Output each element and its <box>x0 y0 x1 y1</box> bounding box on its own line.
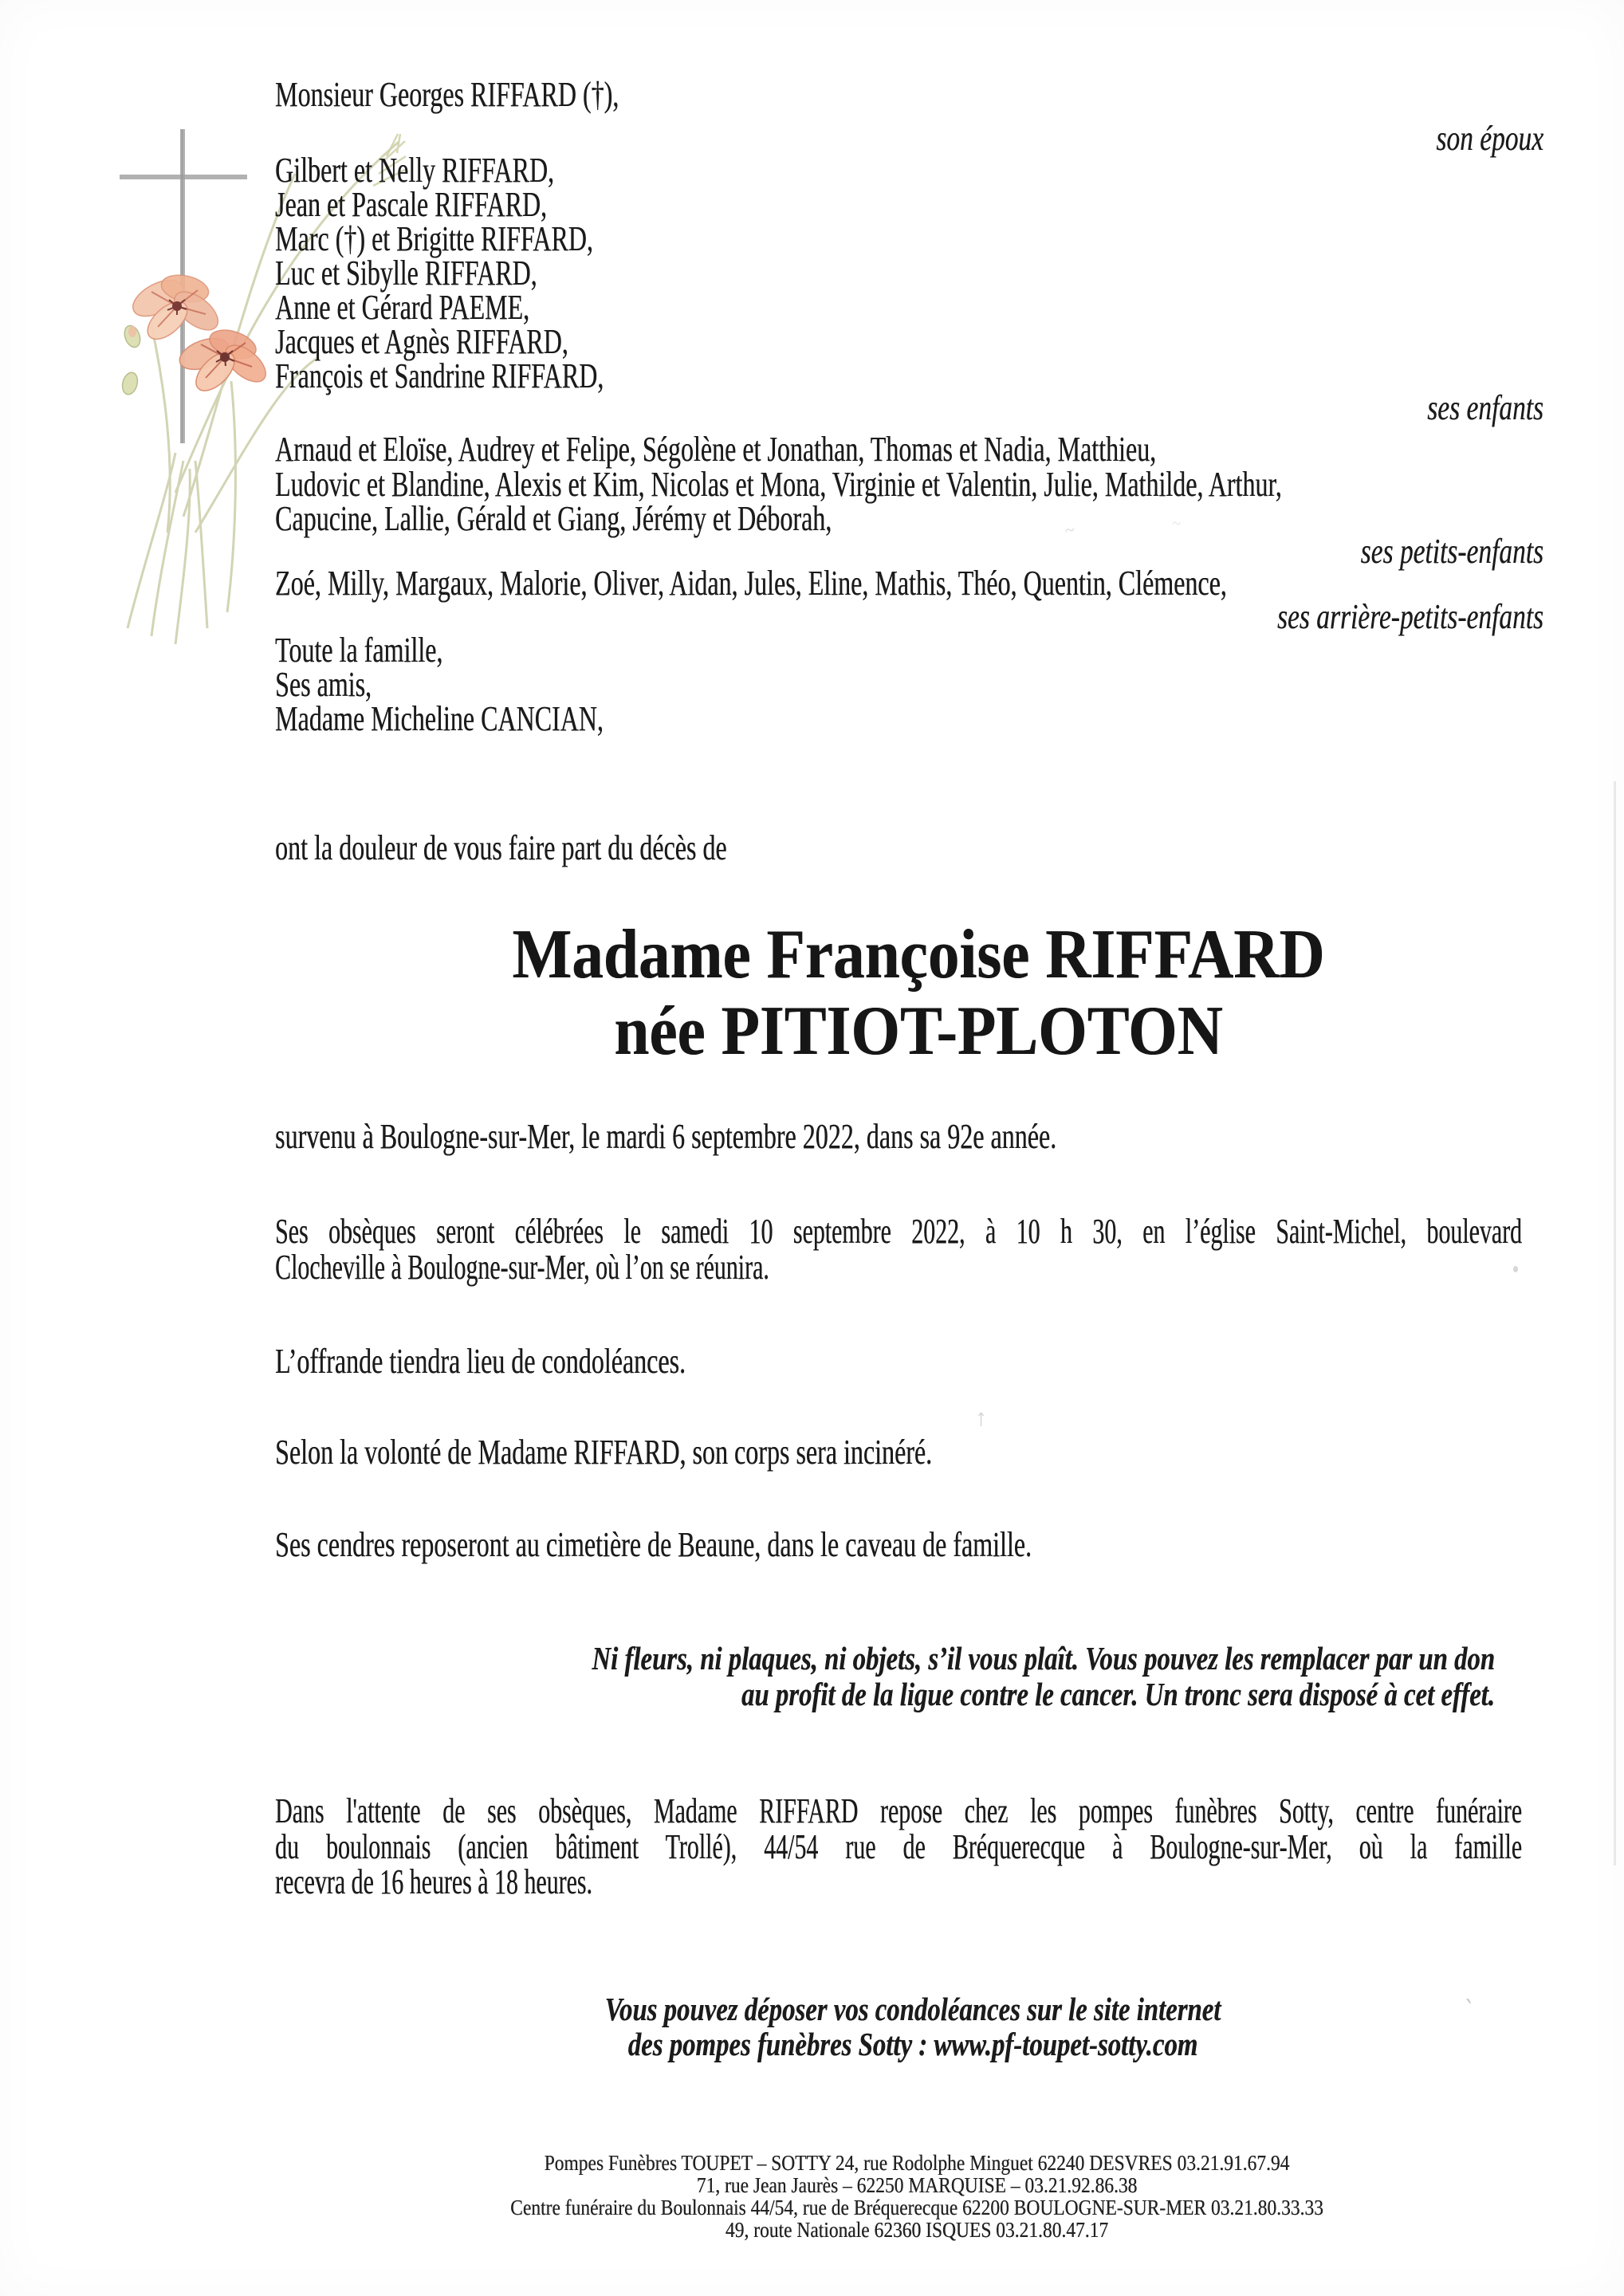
child-name-line: Gilbert et Nelly RIFFARD, <box>275 151 554 190</box>
ashes-line: Ses cendres reposeront au cimetière de Beaune, dans le caveau de famille. <box>275 1525 1032 1564</box>
deceased-name-line1: Madame Françoise RIFFARD <box>512 916 1325 993</box>
notice-line: ont la douleur de vous faire part du décès de <box>275 828 727 867</box>
children-names-list <box>275 153 1523 393</box>
footer-line: 49, route Nationale 62360 ISQUES 03.21.80.47.17 <box>725 2218 1109 2242</box>
footer-line: 71, rue Jean Jaurès – 62250 MARQUISE – 03.21.92.86.38 <box>696 2173 1138 2197</box>
relation-grandchildren-label: ses petits-enfants <box>1360 532 1543 571</box>
child-name-line: François et Sandrine RIFFARD, <box>275 356 604 395</box>
deceased-name-line2: née PITIOT-PLOTON <box>614 993 1223 1070</box>
cremation-line: Selon la volonté de Madame RIFFARD, son corps sera incinéré. <box>275 1433 933 1472</box>
deceased-husband-line: Monsieur Georges RIFFARD (†), <box>275 75 619 114</box>
deceased-name-title <box>201 917 1624 1070</box>
grandchildren-names-list <box>275 432 1523 537</box>
footer-line: Pompes Funèbres TOUPET – SOTTY 24, rue Rodolphe Minguet 62240 DESVRES 03.21.91.67.94 <box>544 2151 1290 2175</box>
funeral-line: Clocheville à Boulogne-sur-Mer, où l’on se réunira. <box>275 1248 769 1287</box>
funeral-line: Ses obsèques seront célébrées le samedi 10 septembre 2022, à 10 h 30, en l’église Saint-Michel, boulevard <box>275 1212 1522 1251</box>
scan-artifact: ~ <box>1064 519 1076 541</box>
family-line: Madame Micheline CANCIAN, <box>275 699 604 738</box>
repose-line: Dans l'attente de ses obsèques, Madame RIFFARD repose chez les pompes funèbres Sotty, centre funéraire <box>275 1791 1522 1830</box>
child-name-line: Anne et Gérard PAEME, <box>275 288 530 327</box>
relation-spouse-label: son époux <box>1436 119 1543 158</box>
footer-line: Centre funéraire du Boulonnais 44/54, rue de Bréquerecque 62200 BOULOGNE-SUR-MER 03.21.80.33.33 <box>510 2196 1323 2219</box>
condolences-line: Vous pouvez déposer vos condoléances sur le site internet <box>604 1991 1221 2027</box>
death-details-line: survenu à Boulogne-sur-Mer, le mardi 6 septembre 2022, dans sa 92e année. <box>275 1117 1057 1156</box>
child-name-line: Luc et Sibylle RIFFARD, <box>275 254 537 293</box>
great-grandchildren-line: Zoé, Milly, Margaux, Malorie, Oliver, Aidan, Jules, Eline, Mathis, Théo, Quentin, Clémence, <box>275 564 1227 603</box>
offering-line: L’offrande tiendra lieu de condoléances. <box>275 1342 686 1381</box>
no-flowers-line: Ni fleurs, ni plaques, ni objets, s’il vous plaît. Vous pouvez les remplacer par un don <box>592 1640 1495 1677</box>
family-and-friends-list <box>275 633 1523 736</box>
grandchildren-line: Arnaud et Eloïse, Audrey et Felipe, Ségolène et Jonathan, Thomas et Nadia, Matthieu, <box>275 430 1157 469</box>
no-flowers-line: au profit de la ligue contre le cancer. Un tronc sera disposé à cet effet. <box>741 1676 1495 1712</box>
child-name-line: Marc (†) et Brigitte RIFFARD, <box>275 219 593 258</box>
scan-artifact: ↑ <box>975 1405 987 1431</box>
child-name-line: Jean et Pascale RIFFARD, <box>275 185 548 224</box>
repose-paragraph <box>275 1791 1522 1901</box>
poppy-buds <box>120 324 144 396</box>
repose-line: du boulonnais (ancien bâtiment Trollé), 44/54 rue de Bréquerecque à Boulogne-sur-Mer, où la famille <box>275 1826 1522 1866</box>
funeral-home-footer <box>126 2152 1624 2241</box>
poppy-flower-1 <box>128 271 225 346</box>
online-condolences-note <box>186 1991 1624 2062</box>
relation-children-label: ses enfants <box>1427 388 1543 427</box>
scan-artifact: ` <box>1458 1994 1475 2025</box>
repose-line: recevra de 16 heures à 18 heures. <box>275 1862 592 1901</box>
relation-great-grandchildren-label: ses arrière-petits-enfants <box>1276 597 1543 636</box>
no-flowers-note <box>283 1641 1495 1712</box>
funeral-paragraph <box>275 1213 1522 1285</box>
family-line: Toute la famille, <box>275 631 443 670</box>
scan-edge-line <box>1614 781 1616 1866</box>
family-line: Ses amis, <box>275 665 372 704</box>
grandchildren-line: Capucine, Lallie, Gérald et Giang, Jérémy et Déborah, <box>275 499 832 538</box>
scan-artifact: ~ <box>1170 514 1182 533</box>
condolences-line: des pompes funèbres Sotty : www.pf-toupet-sotty.com <box>627 2026 1198 2062</box>
child-name-line: Jacques et Agnès RIFFARD, <box>275 322 568 361</box>
grandchildren-line: Ludovic et Blandine, Alexis et Kim, Nicolas et Mona, Virginie et Valentin, Julie, Mathilde, Arthur, <box>275 464 1282 504</box>
